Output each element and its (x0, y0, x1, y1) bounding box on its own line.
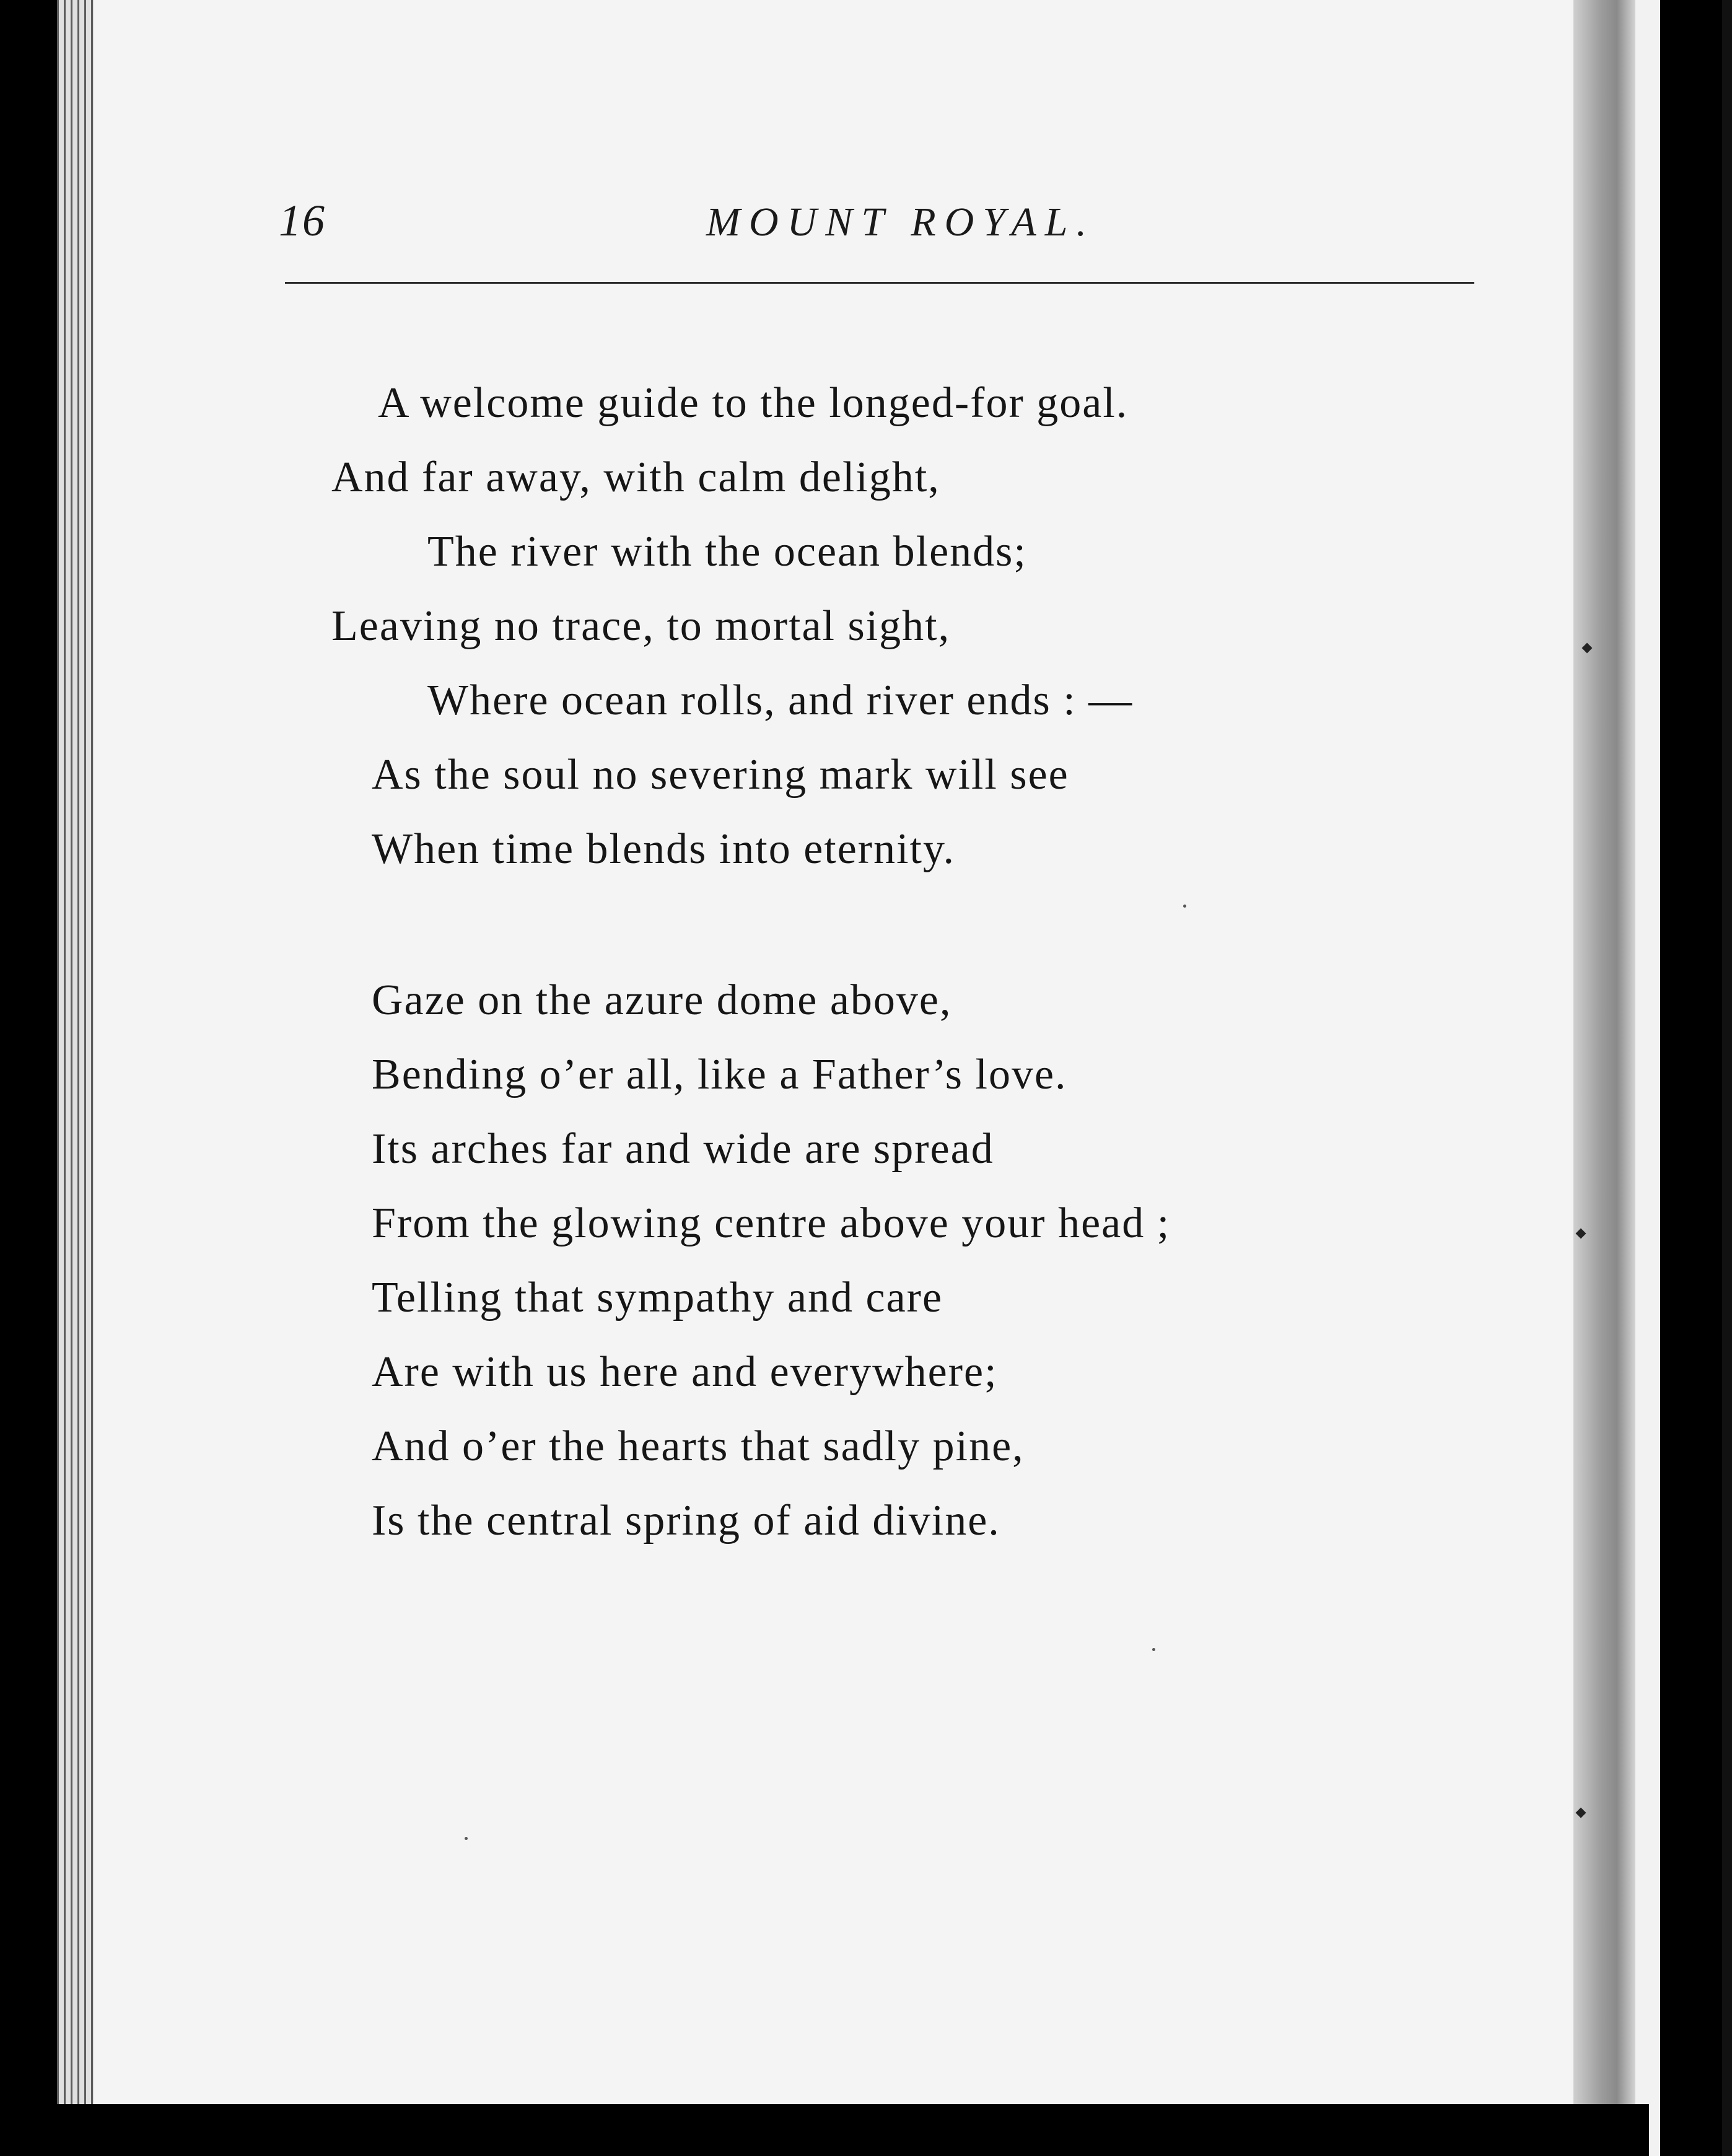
poem-line: Its arches far and wide are spread (372, 1125, 994, 1173)
scan-speck (1152, 1648, 1155, 1651)
scan-speck (1183, 905, 1186, 908)
poem-line: Where ocean rolls, and river ends : — (427, 677, 1134, 724)
poem-line: Is the central spring of aid divine. (372, 1497, 1000, 1545)
poem-line: And far away, with calm delight, (331, 454, 940, 501)
poem-line: Gaze on the azure dome above, (372, 976, 952, 1024)
poem-line: From the glowing centre above your head ; (372, 1199, 1171, 1247)
poem-line: Leaving no trace, to mortal sight, (331, 602, 951, 650)
poem-line: And o’er the hearts that sadly pine, (372, 1422, 1025, 1470)
poem-line: As the soul no severing mark will see (372, 751, 1069, 799)
poem-line: Telling that sympathy and care (372, 1274, 943, 1321)
scan-speck (465, 1837, 468, 1840)
poem-line: The river with the ocean blends; (427, 528, 1027, 576)
poem-line: Are with us here and everywhere; (372, 1348, 998, 1396)
poem-line: When time blends into eternity. (372, 825, 955, 873)
page-number: 16 (279, 196, 326, 245)
book-title: MOUNT ROYAL. (706, 199, 1095, 245)
poem-line: Bending o’er all, like a Father’s love. (372, 1051, 1067, 1098)
poem-line: A welcome guide to the longed-for goal. (378, 379, 1129, 427)
